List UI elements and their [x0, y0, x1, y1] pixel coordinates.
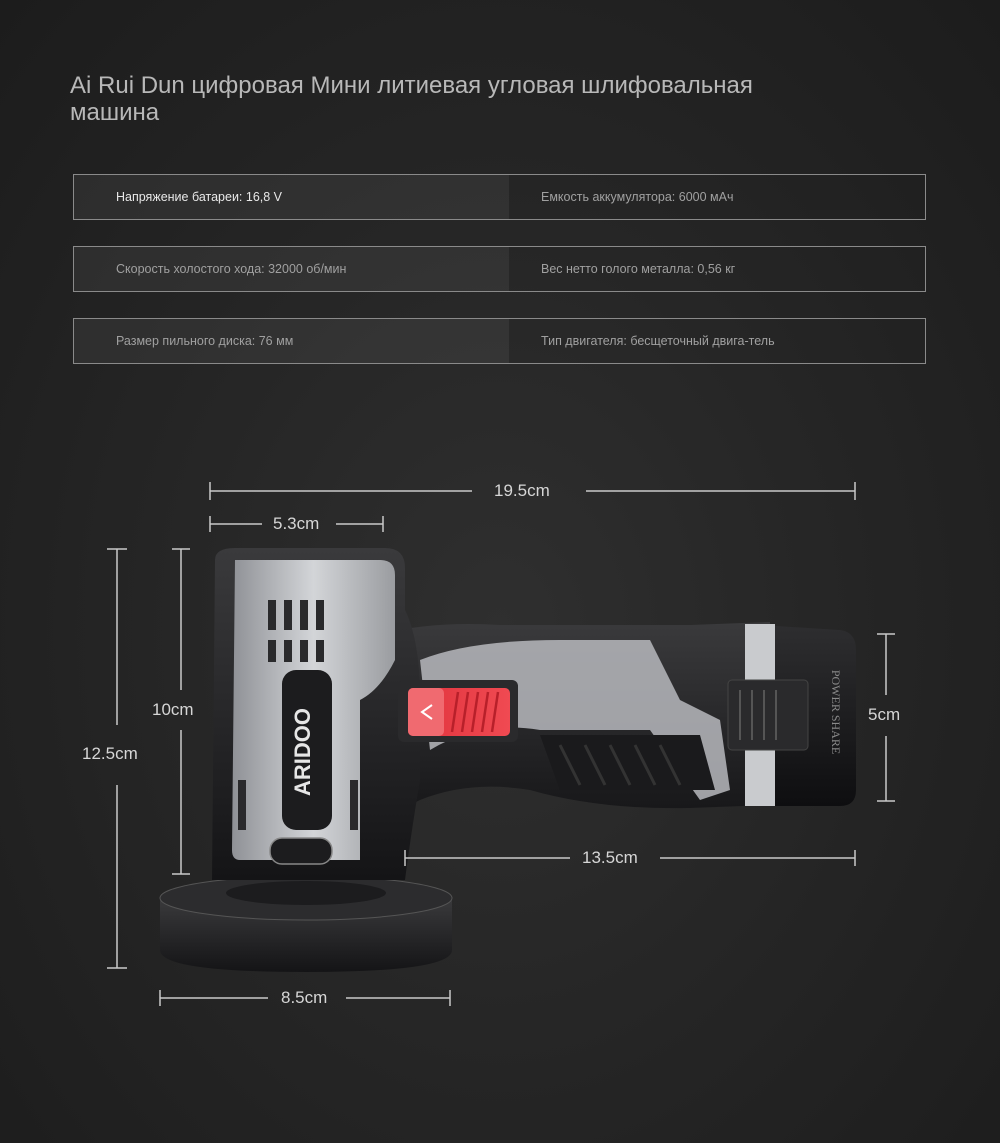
spec-battery-voltage: Напряжение батареи: 16,8 V [116, 190, 283, 204]
brand-logo: ARIDOO [290, 708, 315, 796]
spec-net-weight: Вес нетто голого металла: 0,56 кг [541, 262, 736, 276]
dim-head-height: 10cm [152, 700, 194, 719]
power-switch[interactable] [398, 680, 518, 742]
spec-disc-size: Размер пильного диска: 76 мм [116, 334, 294, 348]
motor-head [212, 548, 420, 880]
dim-handle-length: 13.5cm [582, 848, 638, 867]
spec-motor-type: Тип двигателя: бесщеточный двига-тель [541, 334, 775, 348]
battery-label: POWER SHARE [829, 669, 843, 755]
dim-total-height: 12.5cm [82, 744, 138, 763]
dim-battery-height: 5cm [868, 705, 901, 724]
dim-head-width: 5.3cm [273, 514, 320, 533]
spec-idle-speed: Скорость холостого хода: 32000 об/мин [116, 262, 347, 276]
dim-disc-diameter: 8.5cm [281, 988, 328, 1007]
page-title: Ai Rui Dun цифровая Мини литиевая угловая шлифовальная машина [70, 72, 753, 126]
spec-battery-capacity: Емкость аккумулятора: 6000 мАч [541, 190, 734, 204]
disc-guard [160, 876, 452, 972]
dim-total-length: 19.5cm [494, 481, 550, 500]
battery [728, 624, 856, 806]
lock-button[interactable] [270, 838, 332, 864]
